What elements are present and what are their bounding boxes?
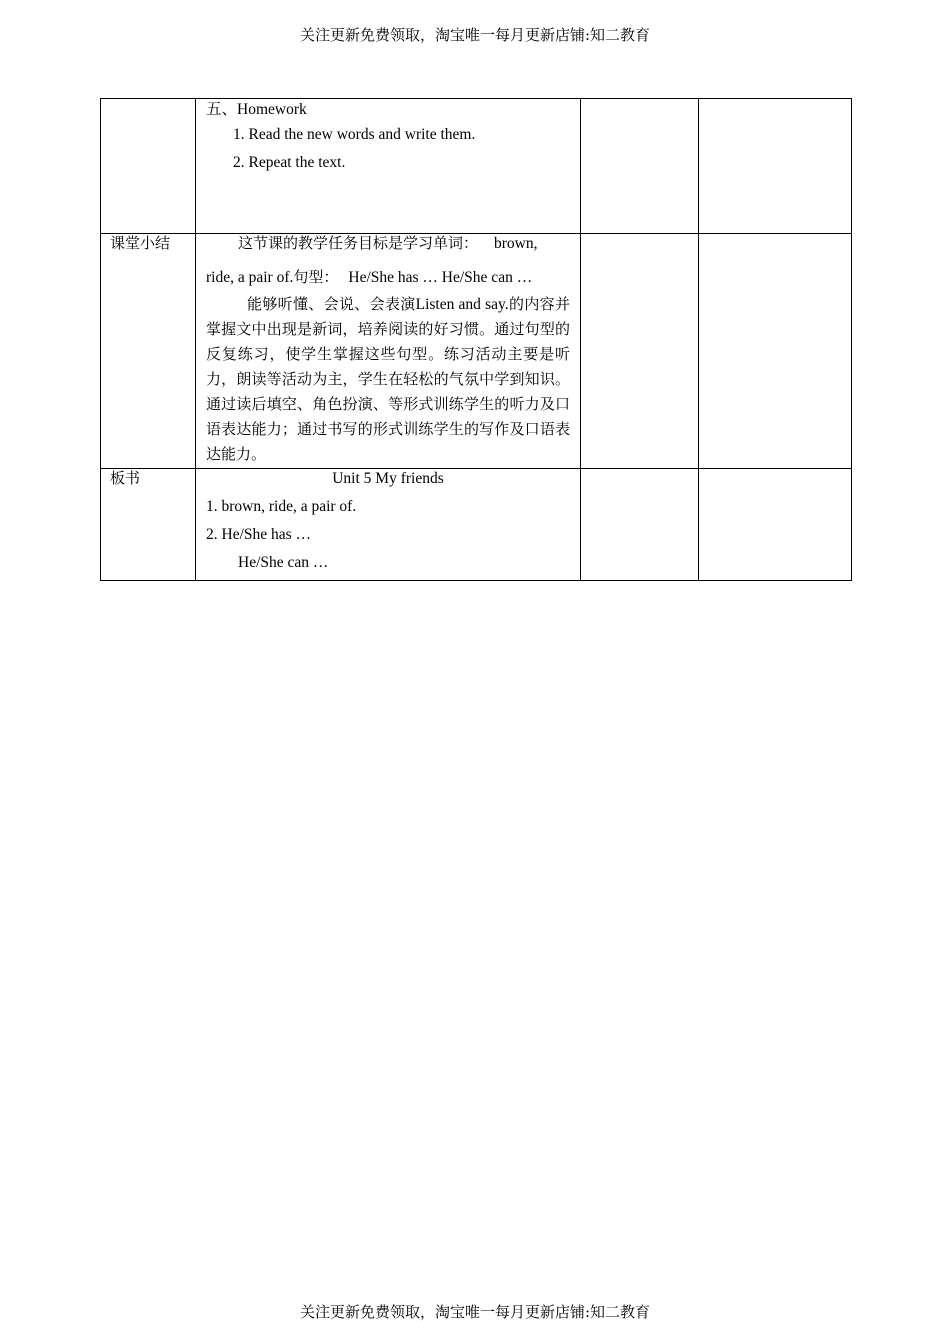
summary-label-cell (101, 234, 196, 469)
summary-line-1-cn: 这节课的教学任务目标是学习单词： (238, 234, 479, 252)
homework-item-1: 1. Read the new words and write them. (233, 126, 476, 143)
board-label-cell (101, 469, 196, 581)
lesson-plan-table (100, 98, 852, 581)
homework-content-cell (196, 99, 581, 234)
summary-paragraph (206, 292, 570, 467)
board-label: 板书 (110, 469, 141, 487)
summary-para-cn-1: 能够听懂、会说、会表演 (247, 295, 416, 313)
homework-row (101, 99, 852, 234)
homework-label-cell (101, 99, 196, 234)
summary-line-2 (206, 263, 570, 292)
homework-empty-cell-1 (581, 99, 699, 234)
homework-item-2: 2. Repeat the text. (233, 154, 346, 171)
header-note: 关注更新免费领取，淘宝唯一每月更新店铺:知二教育 (299, 26, 651, 44)
summary-empty-cell-1 (581, 234, 699, 469)
summary-para-cn-2: 的内容并掌握文中出现是新词，培养阅读的好习惯。通过句型的反复练习，使学生掌握这些句型。练习活动主要是听力，朗读等活动为主，学生在轻松的气氛中学到知识。通过读后填空、角色扮演、等形式训练学生的听力及口语表达能力；通过书写的形式训练学生的写作及口语表达能力。 (206, 295, 570, 463)
summary-line-1-en: brown, (494, 235, 538, 252)
summary-line-2-en2: He/She has … He/She can … (348, 269, 533, 286)
board-title: Unit 5 My friends (332, 470, 444, 487)
board-item-3: He/She can … (238, 554, 329, 571)
summary-line-2-cn: 句型： (293, 268, 339, 286)
homework-empty-cell-2 (699, 99, 852, 234)
board-row (101, 469, 852, 581)
board-empty-cell-1 (581, 469, 699, 581)
board-item-1: 1. brown, ride, a pair of. (206, 498, 357, 515)
summary-line-1 (206, 234, 570, 253)
board-item-2: 2. He/She has … (206, 526, 312, 543)
board-empty-cell-2 (699, 469, 852, 581)
summary-line-2-en1: ride, a pair of. (206, 269, 294, 286)
summary-para-en: Listen and say. (415, 296, 509, 313)
homework-title: 五、Homework (206, 101, 307, 118)
summary-row (101, 234, 852, 469)
board-content-cell (196, 469, 581, 581)
summary-empty-cell-2 (699, 234, 852, 469)
summary-label: 课堂小结 (110, 234, 171, 252)
footer-note: 关注更新免费领取，淘宝唯一每月更新店铺:知二教育 (299, 1303, 651, 1321)
summary-content-cell (196, 234, 581, 469)
